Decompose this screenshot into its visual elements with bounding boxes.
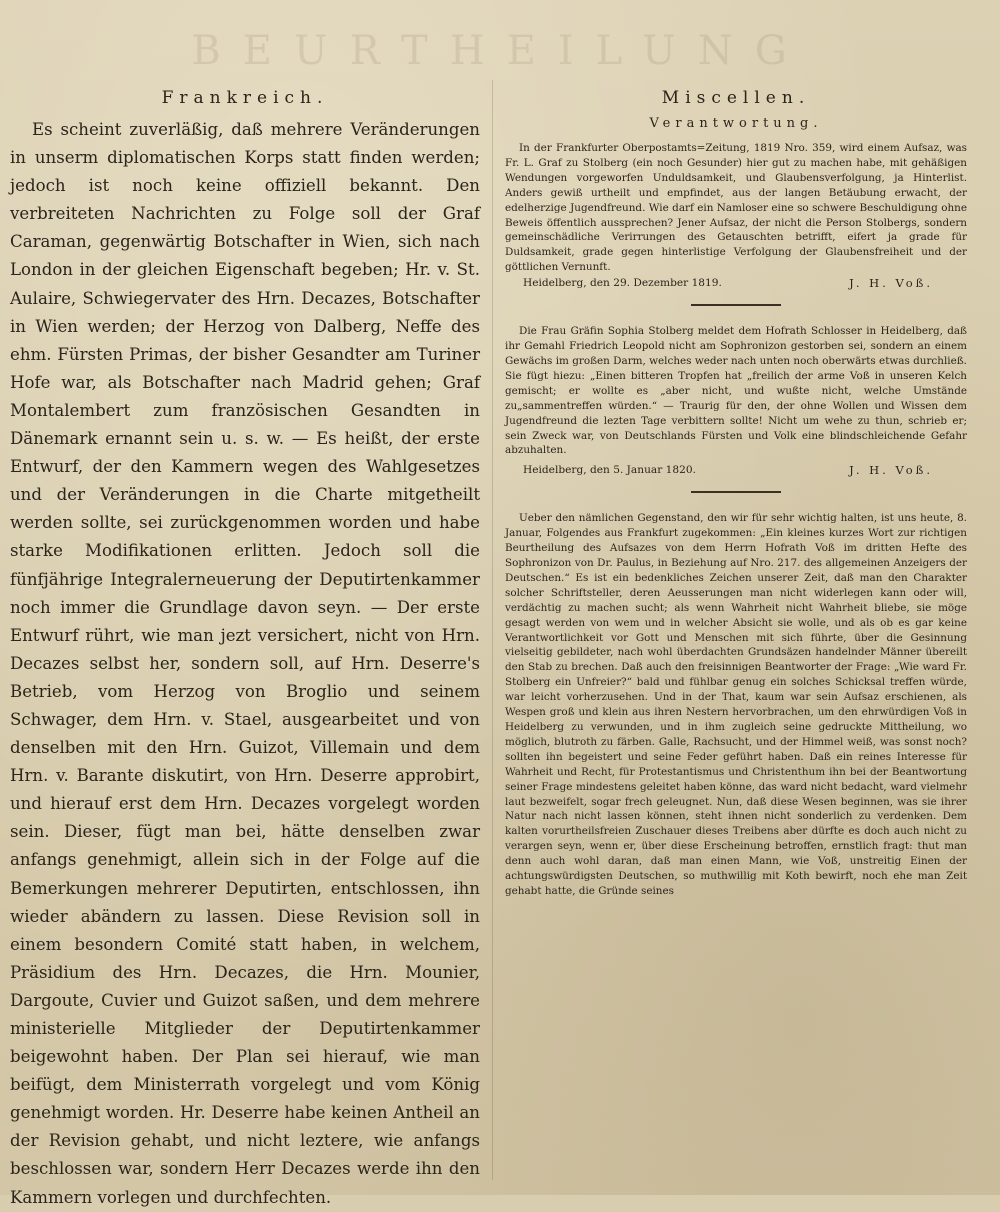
article-verantwortung-signature: J. H. Voß. bbox=[849, 276, 933, 291]
section-heading-frankreich: Frankreich. bbox=[161, 88, 329, 108]
left-column bbox=[10, 80, 480, 1207]
faded-masthead-bleedthrough: BEURTHEILUNG bbox=[191, 28, 809, 74]
article-subheading-verantwortung: Verantwortung. bbox=[649, 116, 823, 131]
article-stolberg-letter-signature: J. H. Voß. bbox=[849, 463, 933, 478]
article-stolberg-letter-body: Die Frau Gräfin Sophia Stolberg meldet dem Hofrath Schlosser in Heidelberg, daß ihr Gemahl Friedrich Leopold nicht am Sophronizon gestorben sei, sondern an einem Gewächs im großen Darm, welches weder nach unten noch oberwärts etwas durchließ. Sie fügt hiezu: „Einen bitteren Tropfen hat „freilich der arme Voß in unseren Kelch gemischt; er wollte es „aber nicht, und wußte nicht, welche Umstände zu„sammentreffen würden.“ — Traurig für den, der ohne Wollen und Wissen dem Jugendfreund die lezten Tage verbittern sollte! Nicht um wehe zu thun, schrieb er; sein Zweck war, von Deutschlands Fürsten und Volk eine blindschleichende Gefahr abzuhalten. bbox=[505, 325, 967, 457]
section-heading-miscellen: Miscellen. bbox=[661, 88, 811, 108]
article-stolberg-letter-dateline: Heidelberg, den 5. Januar 1820. bbox=[523, 464, 696, 477]
article-separator-rule bbox=[691, 491, 781, 493]
right-column bbox=[505, 80, 967, 1190]
column-divider bbox=[492, 80, 493, 1180]
article-verantwortung-dateline: Heidelberg, den 29. Dezember 1819. bbox=[523, 277, 722, 290]
article-frankreich-body: Es scheint zuverläßig, daß mehrere Veränderungen in unserm diplomatischen Korps statt finden werden; jedoch ist noch keine offiziell bekannt. Den verbreiteten Nachrichten zu Folge soll der Graf Caraman, gegenwärtig Botschafter in Wien, sich nach London in der gleichen Eigenschaft begeben; Hr. v. St. Aulaire, Schwiegervater des Hrn. Decazes, Botschafter in Wien werden; der Herzog von Dalberg, Neffe des ehm. Fürsten Primas, der bisher Gesandter am Turiner Hofe war, als Botschafter nach Madrid gehen; Graf Montalembert zum französischen Gesandten in Dänemark ernannt sein u. s. w. — Es heißt, der erste Entwurf, der den Kammern wegen des Wahlgesetzes und der Veränderungen in die Charte mitgetheilt werden sollte, sei zurückgenommen worden und habe starke Modifikationen erlitten. Jedoch soll die fünfjährige Integralerneuerung der Deputirtenkammer noch immer die Grundlage davon seyn. — Der erste Entwurf rührt, wie man jezt versichert, nicht von Hrn. Decazes selbst her, sondern soll, auf Hrn. Deserre's Betrieb, vom Herzog von Broglio und seinem Schwager, dem Hrn. v. Stael, ausgearbeitet und von denselben mit den Hrn. Guizot, Villemain und dem Hrn. v. Barante diskutirt, von Hrn. Deserre approbirt, und hierauf erst dem Hrn. Decazes vorgelegt worden sein. Dieser, fügt man bei, hätte denselben zwar anfangs genehmigt, allein sich in der Folge auf die Bemerkungen mehrerer Deputirten, entschlossen, ihn wieder abändern zu lassen. Diese Revision soll in einem besondern Comité statt haben, in welchem, Präsidium des Hrn. Decazes, die Hrn. Mounier, Dargoute, Cuvier und Guizot saßen, und dem mehrere ministerielle Mitglieder der Deputirtenkammer beigewohnt haben. Der Plan sei hierauf, wie man beifügt, dem Ministerrath vorgelegt und vom König genehmigt worden. Hr. Deserre habe keinen Antheil an der Revision gehabt, und nicht leztere, wie anfangs beschlossen war, sondern Herr Decazes werde ihn den Kammern vorlegen und durchfechten. bbox=[10, 120, 480, 1207]
article-separator-rule bbox=[691, 304, 781, 306]
article-verantwortung-body: In der Frankfurter Oberpostamts=Zeitung, 1819 Nro. 359, wird einem Aufsaz, was Fr. L. Graf zu Stolberg (ein noch Gesunder) hier gut zu machen habe, mit gehäßigen Wendungen vorgeworfen Unduldsamkeit, und Glaubensverfolgung, ja Hinterlist. Anders gewiß urtheilt und empfindet, aus der langen Betäubung erwacht, der edelherzige Jugendfreund. Wie darf ein Namloser eine so schwere Beschuldigung ohne Beweis öffentlich aussprechen? Jener Aufsaz, der nicht die Person Stolbergs, sondern gemeinschädliche Verirrungen des Getauschten betrifft, eifert ja grade für Duldsamkeit, grade gegen hinterlistige Verfolgung der Glaubensfreiheit und der göttlichen Vernunft. bbox=[505, 142, 967, 274]
article-frankfurt-report-body: Ueber den nämlichen Gegenstand, den wir für sehr wichtig halten, ist uns heute, 8. Januar, Folgendes aus Frankfurt zugekommen: „Ein kleines kurzes Wort zur richtigen Beurtheilung des Aufsazes von dem Herrn Hofrath Voß im dritten Hefte des Sophronizon von Dr. Paulus, in Beziehung auf Nro. 217. des allgemeinen Anzeigers der Deutschen.“ Es ist ein bedenkliches Zeichen unserer Zeit, daß man den Charakter solcher Schriftsteller, deren Aeusserungen man nicht widerlegen kann oder will, verdächtig zu machen sucht; als wenn Wahrheit nicht Wahrheit bliebe, sie möge gesagt werden von wem und in welcher Absicht sie wolle, und als ob es gar keine Verantwortlichkeit vor Gott und Menschen mit sich führte, über die Gesinnung vielseitig gebildeter, nach wohl überdachten Grundsäzen handelnder Männer übereilt den Stab zu brechen. Daß auch den freisinnigen Beantworter der Frage: „Wie ward Fr. Stolberg ein Unfreier?“ bald und fühlbar genug ein solches Schicksal treffen würde, war leicht vorherzusehen. Und in der That, kaum war sein Aufsaz erschienen, als Wespen groß und klein aus ihren Nestern hervorbrachen, um den ehrwürdigen Voß in Heidelberg zu verwunden, und in ihm zugleich seine gedruckte Mittheilung, wo möglich, blutroth zu färben. Galle, Rachsucht, und der Himmel weiß, was sonst noch? sollten ihn begeistert und seine Feder geführt haben. Daß ein reines Interesse für Wahrheit und Recht, für Protestantismus und Christenthum ihn bei der Beantwortung seiner Frage mindestens geleitet haben könne, das ward nicht bedacht, ward vielmehr laut bezweifelt, sogar frech geleugnet. Nun, daß diese Wesen beginnen, was sie ihrer Natur nach nicht lassen können, steht ihnen nicht sonderlich zu verdenken. Dem kalten vorurtheilsfreien Zuschauer dieses Treibens aber dürfte es doch auch nicht zu verargen seyn, wenn er, über diese Erscheinung betroffen, ernstlich fragt: thut man denn auch wohl daran, daß man einen Mann, wie Voß, unstreitig Einen der achtungswürdigsten Deutschen, so muthwillig mit Koth bewirft, noch ehe man Zeit gehabt hatte, die Gründe seines bbox=[505, 512, 967, 897]
